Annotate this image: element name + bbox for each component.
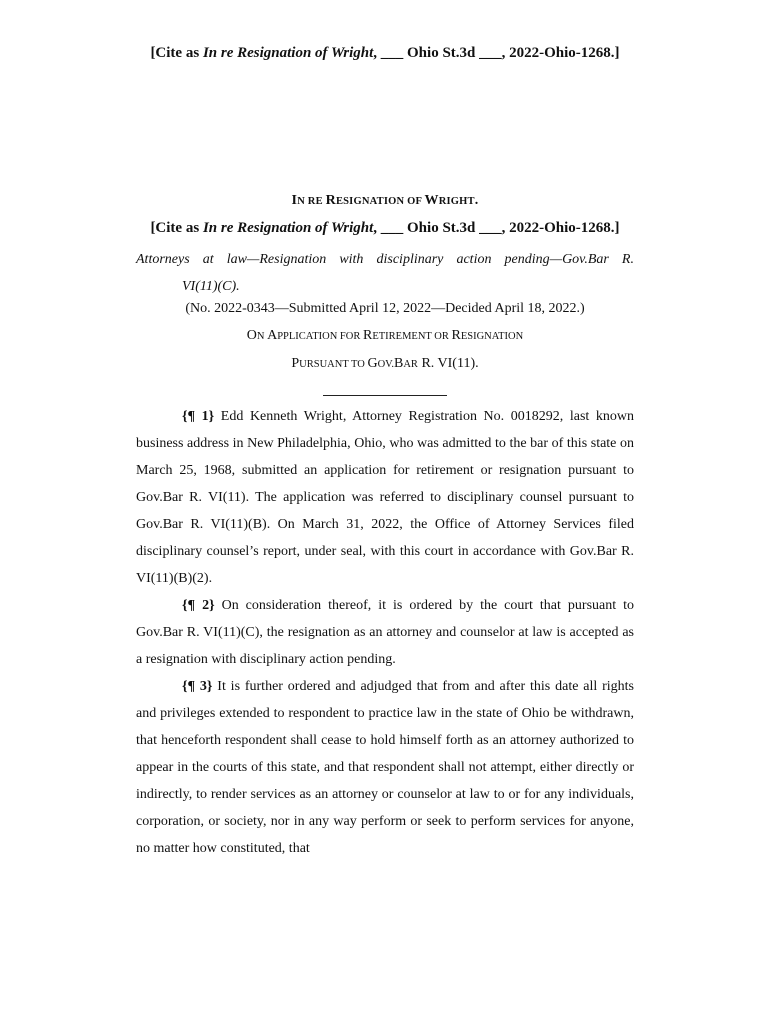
paragraph-number: {¶ 2} [182,598,215,613]
caption-part: I [291,193,298,208]
caption-part: W [424,193,439,208]
caption-part: N RE [297,196,326,207]
headnote-line-2: VI(11)(C). [182,279,240,294]
opinion-body [136,403,634,862]
application-part: ESIGNATION [460,331,524,342]
application-part: R. VI(11). [417,356,479,371]
citation-case-name: In re Resignation of Wright [202,45,374,61]
application-part: URSUANT TO [299,359,368,370]
case-caption [0,193,770,209]
application-part: N [256,331,268,342]
citation-open: [Cite as [150,220,203,236]
application-line-2 [0,356,770,372]
application-part: G [367,356,378,371]
application-part: PPLICATION FOR [277,331,363,342]
caption-part: ESIGNATION OF [335,196,425,207]
application-line-1 [0,328,770,344]
caption-part: RIGHT [438,196,475,207]
citation-case-name: In re Resignation of Wright [202,220,374,236]
application-part: AR [403,359,418,370]
caption-part: . [474,193,479,208]
paragraph-text: It is further ordered and adjudged that from and after this date all rights and privileges extended to respondent to practice law in the state of Ohio be withdrawn, that henceforth respondent shall cease to hold himself forth as an attorney authorized to appear in the courts of this state, and that respondent shall not attempt, either directly or indirectly, to render services as an attorney or counselor at law to or for any individuals, corporation, or society, nor in any way perform or seek to perform services for anyone, no matter how constituted, that [136,679,634,856]
paragraph-2 [136,592,634,673]
paragraph-3 [136,673,634,862]
citation-open: [Cite as [150,45,203,61]
headnote-line-1: Attorneys at law—Resignation with disciplinary action pending—Gov.Bar R. [136,252,634,267]
section-divider [323,395,447,396]
paragraph-1 [136,403,634,592]
application-part: OV. [377,359,394,370]
application-part: R [451,328,461,343]
application-part: P [291,356,300,371]
application-part: ETIREMENT OR [372,331,452,342]
paragraph-number: {¶ 1} [182,409,215,424]
application-part: B [394,356,404,371]
citation-rest: , ___ Ohio St.3d ___, 2022-Ohio-1268.] [373,220,620,236]
citation-line [0,220,770,237]
application-part: R [362,328,373,343]
case-number: (No. 2022-0343—Submitted April 12, 2022—Decided April 18, 2022.) [185,301,585,316]
citation-header [0,45,770,62]
application-part: O [246,328,257,343]
paragraph-text: On consideration thereof, it is ordered by the court that pursuant to Gov.Bar R. VI(11)(C), the resignation as an attorney and counselor at law is accepted as a resignation with disciplinary action pending. [136,598,635,667]
citation-rest: , ___ Ohio St.3d ___, 2022-Ohio-1268.] [373,45,620,61]
paragraph-number: {¶ 3} [182,679,213,694]
application-part: A [267,328,278,343]
paragraph-text: Edd Kenneth Wright, Attorney Registration No. 0018292, last known business address in New Philadelphia, Ohio, who was admitted to the bar of this state on March 25, 1968, submitted an application for retirement or resignation pursuant to Gov.Bar R. VI(11). The application was referred to disciplinary counsel pursuant to Gov.Bar R. VI(11)(B). On March 31, 2022, the Office of Attorney Services filed disciplinary counsel’s report, under seal, with this court in accordance with Gov.Bar R. VI(11)(B)(2). [136,409,635,586]
caption-part: R [325,193,336,208]
